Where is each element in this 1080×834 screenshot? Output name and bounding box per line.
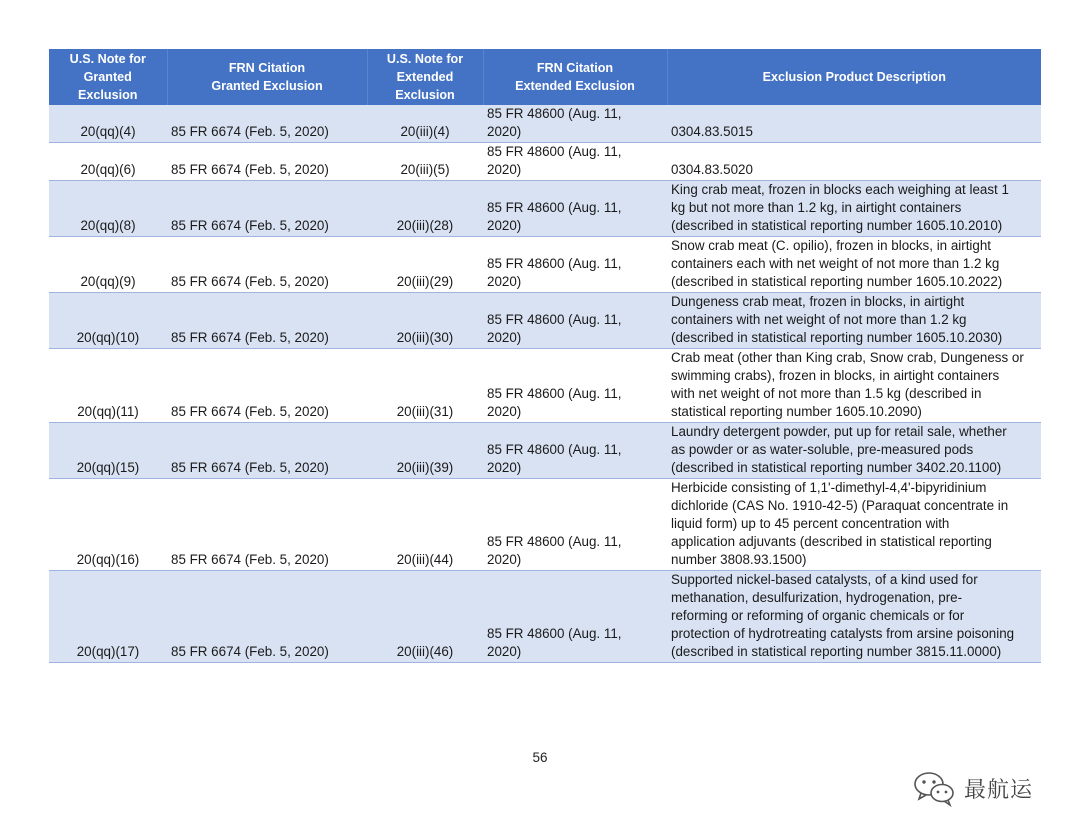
product-description-cell: 0304.83.5020 [667,143,1041,181]
table-row [49,143,1041,181]
product-description-cell: Dungeness crab meat, frozen in blocks, in airtight containers with net weight of not more than 1.2 kg (described in statistical reporting number 1605.10.2030) [667,293,1041,349]
header-granted-frn: FRN Citation Granted Exclusion [167,49,367,105]
extended-note-cell: 20(iii)(46) [367,571,483,663]
header-granted-note: U.S. Note for Granted Exclusion [49,49,167,105]
granted-note-cell: 20(qq)(8) [49,181,167,237]
table-row [49,479,1041,571]
extended-note-cell: 20(iii)(5) [367,143,483,181]
extended-note-cell: 20(iii)(28) [367,181,483,237]
table-row [49,237,1041,293]
extended-note-cell: 20(iii)(31) [367,349,483,423]
table-row [49,293,1041,349]
extended-frn-cell: 85 FR 48600 (Aug. 11, 2020) [483,105,667,143]
extended-frn-cell: 85 FR 48600 (Aug. 11, 2020) [483,423,667,479]
watermark-text: 最航运 [964,776,1034,802]
granted-frn-cell: 85 FR 6674 (Feb. 5, 2020) [167,293,367,349]
extended-frn-cell: 85 FR 48600 (Aug. 11, 2020) [483,237,667,293]
granted-note-cell: 20(qq)(15) [49,423,167,479]
product-description-cell: King crab meat, frozen in blocks each weighing at least 1 kg but not more than 1.2 kg, in airtight containers (described in statistical reporting number 1605.10.2010) [667,181,1041,237]
granted-note-cell: 20(qq)(6) [49,143,167,181]
table-row [49,571,1041,663]
header-extended-note: U.S. Note for Extended Exclusion [367,49,483,105]
granted-frn-cell: 85 FR 6674 (Feb. 5, 2020) [167,479,367,571]
granted-frn-cell: 85 FR 6674 (Feb. 5, 2020) [167,349,367,423]
product-description-cell: 0304.83.5015 [667,105,1041,143]
table-row [49,105,1041,143]
extended-note-cell: 20(iii)(29) [367,237,483,293]
granted-note-cell: 20(qq)(11) [49,349,167,423]
product-description-cell: Laundry detergent powder, put up for retail sale, whether as powder or as water-soluble, pre-measured pods (described in statistical reporting number 3402.20.1100) [667,423,1041,479]
product-description-cell: Supported nickel-based catalysts, of a kind used for methanation, desulfurization, hydrogenation, pre- reforming or reforming of organic chemicals or for protection of hydrotreating catalysts from arsine poisoning (described in statistical reporting number 3815.11.0000) [667,571,1041,663]
extended-frn-cell: 85 FR 48600 (Aug. 11, 2020) [483,479,667,571]
extended-note-cell: 20(iii)(39) [367,423,483,479]
page-number: 56 [532,750,548,765]
table-row [49,349,1041,423]
exclusion-table [49,49,1041,663]
table-row [49,181,1041,237]
extended-frn-cell: 85 FR 48600 (Aug. 11, 2020) [483,181,667,237]
granted-frn-cell: 85 FR 6674 (Feb. 5, 2020) [167,181,367,237]
granted-note-cell: 20(qq)(16) [49,479,167,571]
granted-frn-cell: 85 FR 6674 (Feb. 5, 2020) [167,237,367,293]
granted-note-cell: 20(qq)(9) [49,237,167,293]
extended-frn-cell: 85 FR 48600 (Aug. 11, 2020) [483,571,667,663]
product-description-cell: Herbicide consisting of 1,1'-dimethyl-4,4'-bipyridinium dichloride (CAS No. 1910-42-5) (Paraquat concentrate in liquid form) up to 45 percent concentration with application adjuvants (described in statistical reporting number 3808.93.1500) [667,479,1041,571]
product-description-cell: Snow crab meat (C. opilio), frozen in blocks, in airtight containers each with net weight of not more than 1.2 kg (described in statistical reporting number 1605.10.2022) [667,237,1041,293]
extended-frn-cell: 85 FR 48600 (Aug. 11, 2020) [483,293,667,349]
granted-frn-cell: 85 FR 6674 (Feb. 5, 2020) [167,571,367,663]
table-row [49,423,1041,479]
granted-frn-cell: 85 FR 6674 (Feb. 5, 2020) [167,423,367,479]
header-extended-frn: FRN Citation Extended Exclusion [483,49,667,105]
extended-note-cell: 20(iii)(4) [367,105,483,143]
table-header-row [49,49,1041,105]
granted-note-cell: 20(qq)(17) [49,571,167,663]
watermark [912,768,1033,808]
extended-frn-cell: 85 FR 48600 (Aug. 11, 2020) [483,143,667,181]
product-description-cell: Crab meat (other than King crab, Snow crab, Dungeness or swimming crabs), frozen in blocks, in airtight containers with net weight of not more than 1.5 kg (described in statistical reporting number 1605.10.2090) [667,349,1041,423]
table-body [49,105,1041,663]
extended-note-cell: 20(iii)(30) [367,293,483,349]
granted-note-cell: 20(qq)(10) [49,293,167,349]
extended-note-cell: 20(iii)(44) [367,479,483,571]
extended-frn-cell: 85 FR 48600 (Aug. 11, 2020) [483,349,667,423]
header-product-description: Exclusion Product Description [667,49,1041,105]
granted-note-cell: 20(qq)(4) [49,105,167,143]
granted-frn-cell: 85 FR 6674 (Feb. 5, 2020) [167,143,367,181]
exclusion-table-container [49,49,1041,663]
wechat-icon [912,768,956,808]
granted-frn-cell: 85 FR 6674 (Feb. 5, 2020) [167,105,367,143]
